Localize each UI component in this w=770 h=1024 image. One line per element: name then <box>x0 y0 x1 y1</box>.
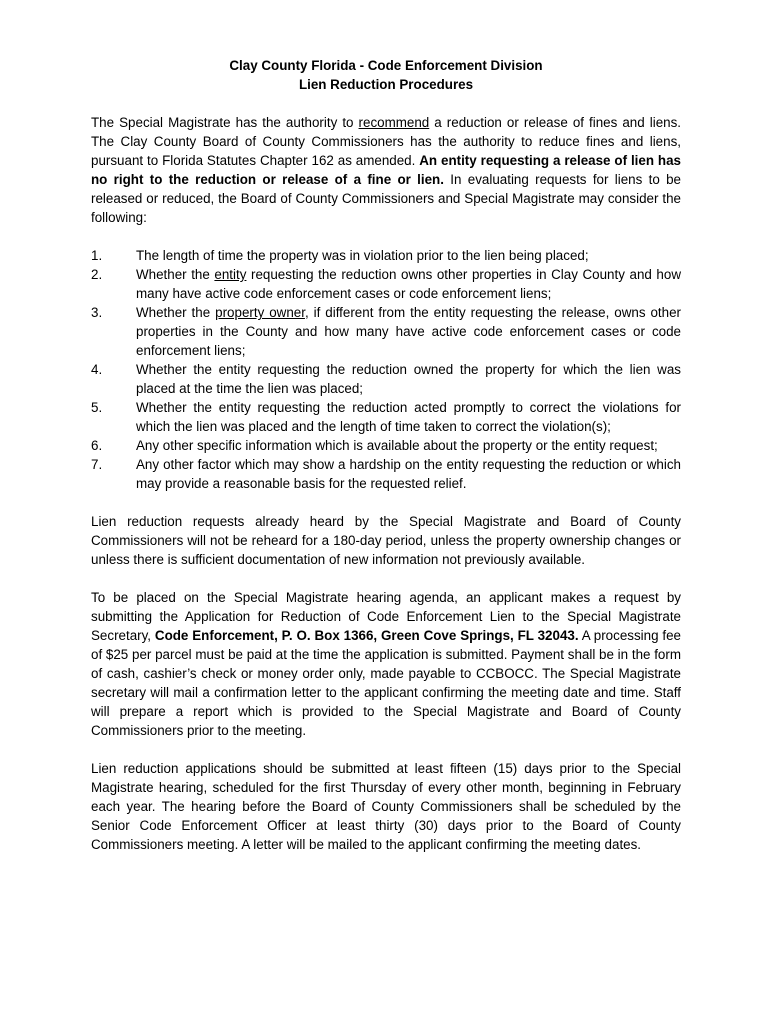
application-paragraph <box>91 588 681 740</box>
criteria-text: Any other specific information which is available about the property or the entity request; <box>136 438 658 453</box>
criteria-text: Whether the entity requesting the reduction owned the property for which the lien was placed at the time the lien was placed; <box>136 362 681 396</box>
criteria-text: Any other factor which may show a hardship on the entity requesting the reduction or which may provide a reasonable basis for the requested relief. <box>136 457 681 491</box>
criteria-text: Whether the <box>136 305 216 320</box>
intro-text-3: In evaluating requests for liens to be released or reduced, the Board of County Commissioners and Special Magistrate may consider the following: <box>91 172 681 225</box>
document-title-division: Clay County Florida - Code Enforcement Division <box>229 58 543 73</box>
application-text-2: A processing fee of $25 per parcel must be paid at the time the application is submitted. Payment shall be in the form of cash, cashier’s check or money order only, made payable to CCBOCC. The Special Magistrate secretary will mail a confirmation letter to the applicant confirming the meeting date and time. Staff will prepare a report which is provided to the Special Magistrate and Board of County Commissioners prior to the meeting. <box>91 628 682 738</box>
criteria-number: 5. <box>91 400 103 415</box>
criteria-underlined-entity: entity <box>214 267 247 282</box>
criteria-number: 6. <box>91 438 103 453</box>
criteria-item <box>91 398 681 436</box>
criteria-item <box>91 360 681 398</box>
intro-text-1: The Special Magistrate has the authority to <box>91 115 359 130</box>
criteria-text: Whether the <box>136 267 215 282</box>
criteria-item <box>91 246 681 265</box>
criteria-item <box>91 455 681 493</box>
document-title-procedures: Lien Reduction Procedures <box>298 77 474 92</box>
criteria-number: 7. <box>91 457 103 472</box>
criteria-text: The length of time the property was in violation prior to the lien being placed; <box>136 248 589 263</box>
criteria-number: 1. <box>91 248 103 263</box>
criteria-item <box>91 265 681 303</box>
application-address: Code Enforcement, P. O. Box 1366, Green Cove Springs, FL 32043. <box>154 628 579 643</box>
document-page <box>91 56 681 854</box>
criteria-text: requesting the reduction owns other properties in Clay County and how many have active code enforcement cases or code enforcement liens; <box>136 267 681 301</box>
intro-underlined-recommend: recommend <box>358 115 430 130</box>
criteria-number: 2. <box>91 267 103 282</box>
criteria-item <box>91 303 681 360</box>
application-text-1: To be placed on the Special Magistrate hearing agenda, an applicant makes a request by submitting the Application for Reduction of Code Enforcement Lien to the Special Magistrate Secretary, <box>91 590 681 643</box>
rehear-paragraph: Lien reduction requests already heard by the Special Magistrate and Board of County Commissioners will not be reheard for a 180-day period, unless the property ownership changes or unless there is sufficient documentation of new information not previously available. <box>91 514 681 567</box>
schedule-paragraph: Lien reduction applications should be submitted at least fifteen (15) days prior to the Special Magistrate hearing, scheduled for the first Thursday of every other month, beginning in February each year. The hearing before the Board of County Commissioners shall be scheduled by the Senior Code Enforcement Officer at least thirty (30) days prior to the Board of County Commissioners meeting. A letter will be mailed to the applicant confirming the meeting dates. <box>91 761 681 852</box>
criteria-number: 4. <box>91 362 103 377</box>
criteria-number: 3. <box>91 305 103 320</box>
criteria-underlined-property-owner: property owner <box>215 305 305 320</box>
intro-paragraph <box>91 113 681 227</box>
intro-text-2: a reduction or release of fines and liens. The Clay County Board of County Commissioners has the authority to reduce fines and liens, pursuant to Florida Statutes Chapter 162 as amended. <box>91 115 682 168</box>
criteria-text: Whether the entity requesting the reduction acted promptly to correct the violations for which the lien was placed and the length of time taken to correct the violation(s); <box>136 400 681 434</box>
criteria-item <box>91 436 681 455</box>
intro-bold-statement: An entity requesting a release of lien has no right to the reduction or release of a fine or lien. <box>91 153 681 187</box>
criteria-list <box>91 246 681 493</box>
criteria-text: , if different from the entity requesting the release, owns other properties in the County and how many have active code enforcement cases or code enforcement liens; <box>136 305 682 358</box>
